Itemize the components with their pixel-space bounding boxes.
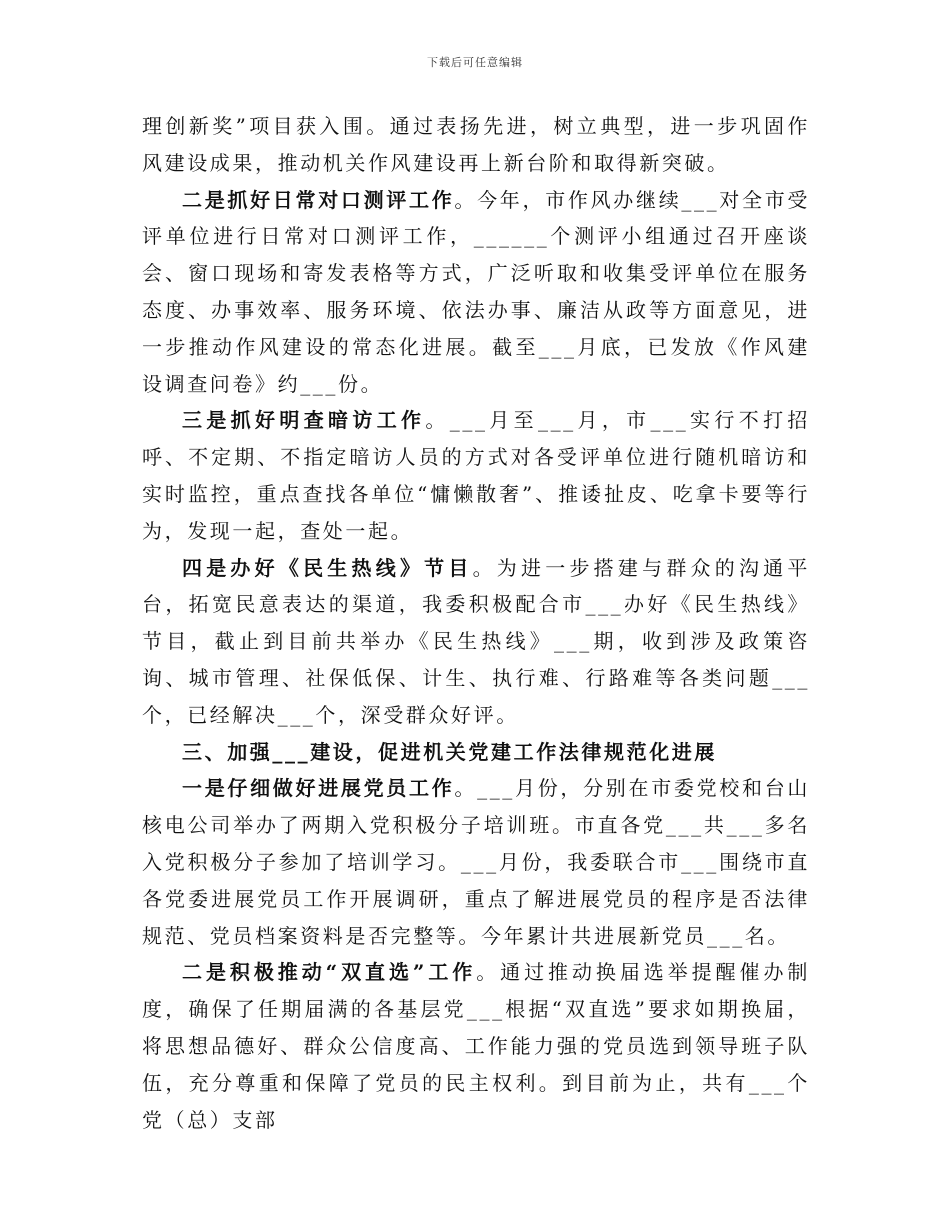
section-heading: 三、加强___建设，促进机关党建工作法律规范化进展 bbox=[182, 739, 717, 764]
paragraph-lead: 二是积极推动“双直选”工作 bbox=[182, 960, 477, 985]
paragraph-direct-election bbox=[142, 954, 810, 1138]
paragraph-text: 。___月份，分别在市委党校和台山核电公司举办了两期入党积极分子培训班。市直各党___共___多名入党积极分子参加了培训学习。___月份，我委联合市___围绕市直各党委进展党员工作开展调研，重点了解进展党员的程序是否法律规范、党员档案资料是否完整等。今年累计共进展新党员___名。 bbox=[142, 776, 811, 948]
paragraph-text: 。今年，市作风办继续___对全市受评单位进行日常对口测评工作，______个测评小组通过召开座谈会、窗口现场和寄发表格等方式，广泛听取和收集受评单位在服务态度、办事效率、服务环境、依法办事、廉洁从政等方面意见，进一步推动作风建设的常态化进展。截至___月底，已发放《作风建设调查问卷》约___份。 bbox=[142, 187, 811, 396]
page-header: 下载后可任意编辑 bbox=[427, 56, 523, 69]
document-body bbox=[142, 108, 810, 1138]
paragraph-lead: 三是抓好明查暗访工作 bbox=[182, 408, 426, 433]
paragraph-lead: 四是办好《民生热线》节目 bbox=[182, 555, 473, 580]
paragraph-inspection bbox=[142, 402, 810, 549]
paragraph-text: 。通过推动换届选举提醒催办制度，确保了任期届满的各基层党___根据“双直选”要求如期换届，将思想品德好、群众公信度高、工作能力强的党员选到领导班子队伍，充分尊重和保障了党员的民主权利。到目前为止，共有___个党（总）支部 bbox=[142, 960, 810, 1132]
paragraph-party-members bbox=[142, 770, 810, 954]
paragraph-text: 。___月至___月，市___实行不打招呼、不定期、不指定暗访人员的方式对各受评单位进行随机暗访和实时监控，重点查找各单位“慵懒散奢”、推诿扯皮、吃拿卡要等行为，发现一起，查处一起。 bbox=[142, 408, 811, 543]
paragraph-continuation bbox=[142, 108, 810, 182]
paragraph-text: 理创新奖”项目获入围。通过表扬先进，树立典型，进一步巩固作风建设成果，推动机关作风建设再上新台阶和取得新突破。 bbox=[142, 114, 810, 175]
paragraph-hotline bbox=[142, 550, 810, 734]
paragraph-text: 。为进一步搭建与群众的沟通平台，拓宽民意表达的渠道，我委积极配合市___办好《民生热线》节目，截止到目前共举办《民生热线》___期，收到涉及政策咨询、城市管理、社保低保、计生、执行难、行路难等各类问题___个，已经解决___个，深受群众好评。 bbox=[142, 555, 810, 727]
paragraph-lead: 二是抓好日常对口测评工作 bbox=[182, 187, 455, 212]
paragraph-daily-evaluation bbox=[142, 182, 810, 403]
paragraph-lead: 一是仔细做好进展党员工作 bbox=[182, 776, 455, 801]
